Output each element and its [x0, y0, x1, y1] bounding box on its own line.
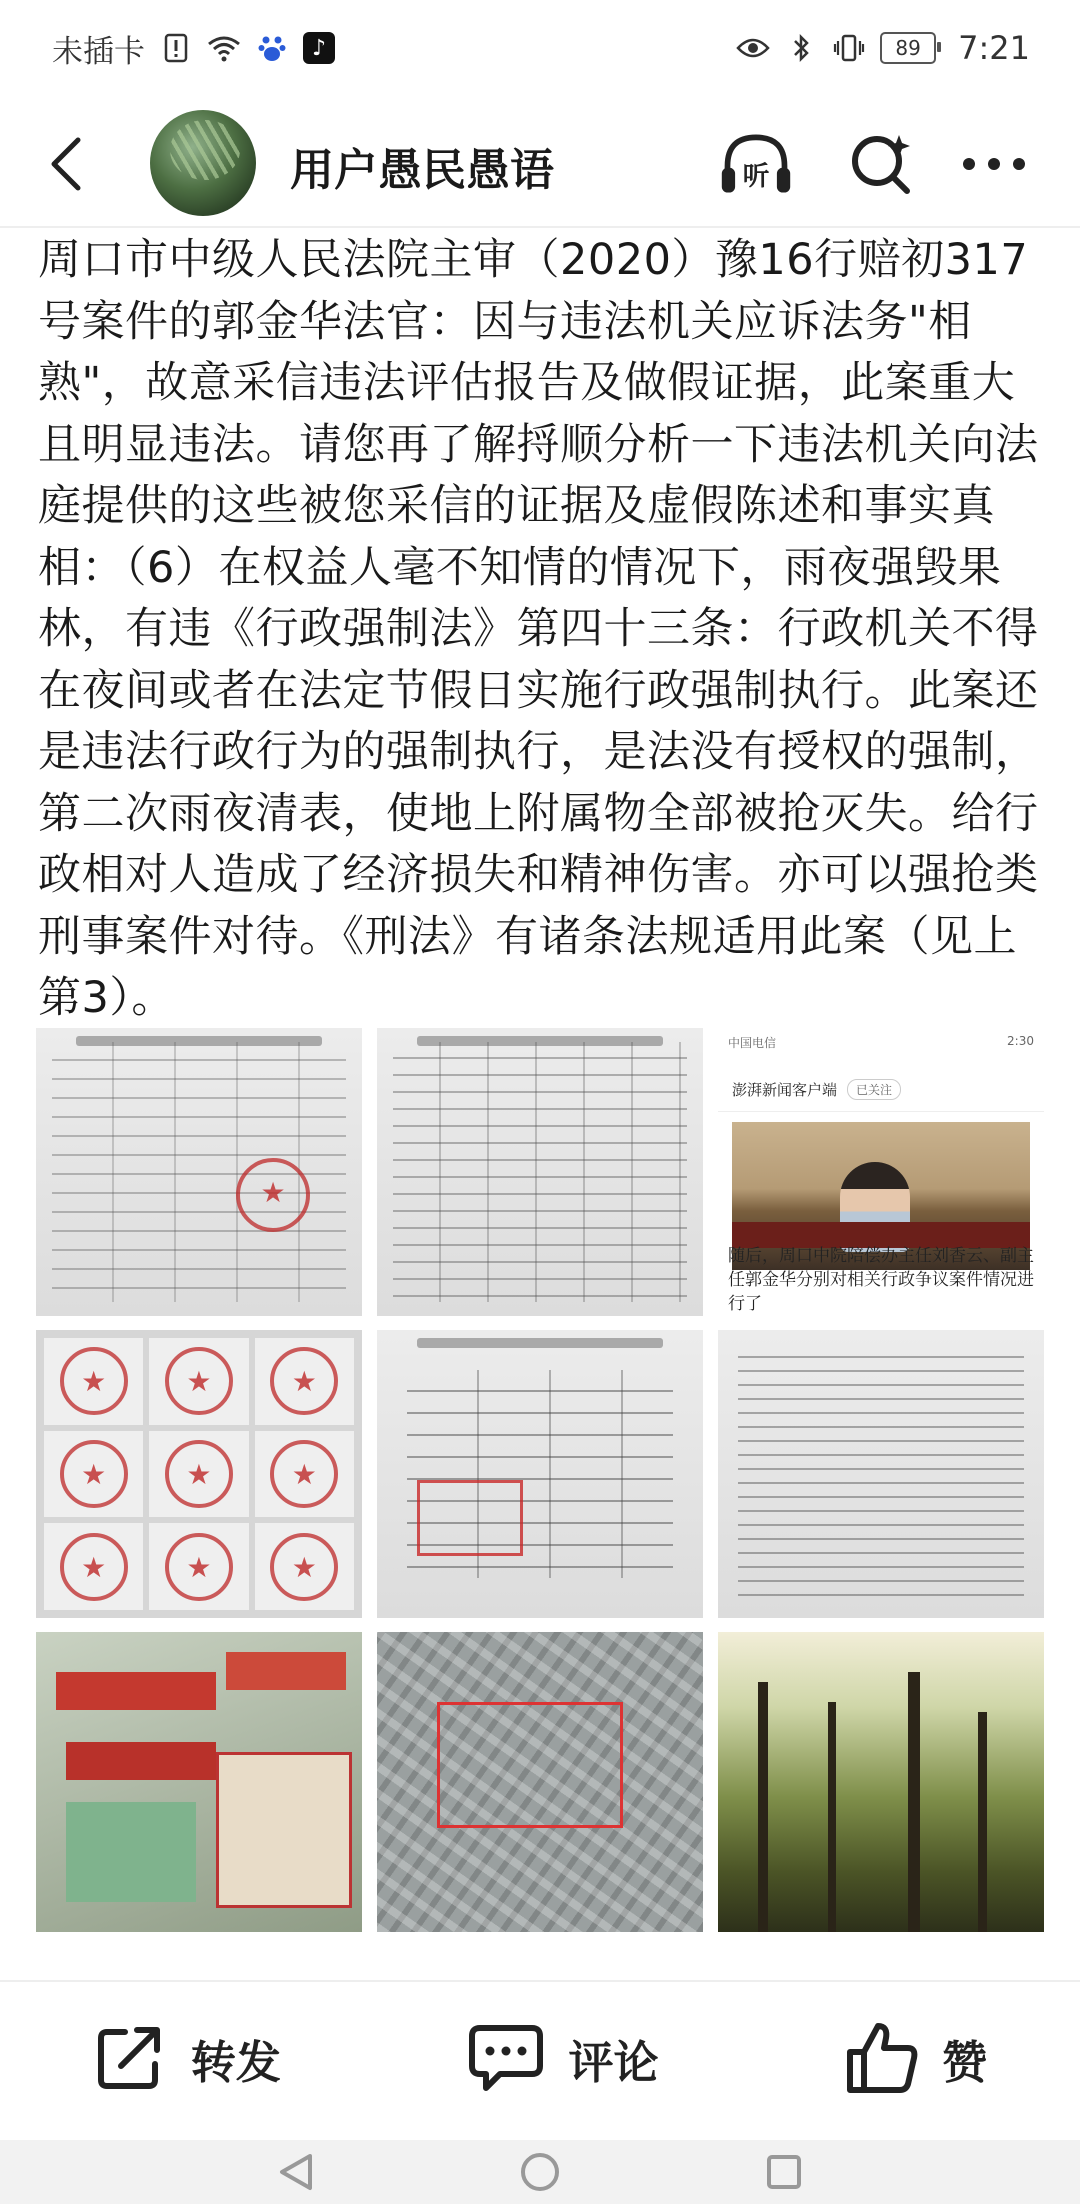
post-header — [0, 96, 1080, 228]
image-document-survey[interactable] — [36, 1028, 362, 1316]
back-button[interactable] — [36, 134, 96, 194]
like-button[interactable] — [844, 2020, 987, 2096]
post-content: 周口市中级人民法院主审（2020）豫16行赔初317号案件的郭金华法官：因与违法机关应诉法务"相熟"，故意采信违法评估报告及做假证据，此案重大且明显违法。请您再了解捋顺分析一下违法机关向法庭提供的这些被您采信的证据及虚假陈述和事实真相：（6）在权益人毫不知情的情况下，雨夜强毁果林，有违《行政强制法》第四十三条：行政机关不得在夜间或者在法定节假日实施行政强制执行。此案还是违法行政行为的强制执行，是法没有授权的强制，第二次雨夜清表，使地上附属物全部被抢灭失。给行政相对人造成了经济损失和精神伤害。亦可以强抢类刑事案件对待。《刑法》有诸条法规适用此案（见上第3）。 — [38, 235, 1039, 1023]
red-seal-stamp — [236, 1158, 310, 1232]
image-grid — [36, 1028, 1044, 1932]
share-icon — [93, 2022, 169, 2094]
nav-home-icon[interactable] — [518, 2150, 562, 2194]
sim-alert-icon — [159, 31, 193, 65]
news-statusbar — [718, 1028, 1044, 1058]
bluetooth-icon — [784, 31, 818, 65]
image-seal-collection[interactable] — [36, 1330, 362, 1618]
news-app-name: 澎湃新闻客户端 — [732, 1081, 838, 1099]
listen-button[interactable] — [718, 126, 794, 202]
news-time: 2:30 — [1007, 1034, 1034, 1048]
carrier-text: 未插卡 — [52, 33, 145, 70]
status-left — [52, 26, 335, 71]
battery-indicator: 89 — [880, 32, 936, 64]
like-label: 赞 — [942, 2035, 988, 2089]
user-avatar[interactable] — [150, 110, 256, 216]
status-bar — [0, 0, 1080, 96]
red-marked-box — [417, 1480, 523, 1556]
image-land-use-document[interactable] — [377, 1330, 703, 1618]
vibrate-icon — [832, 31, 866, 65]
more-dots-icon — [959, 154, 1029, 174]
news-carrier: 中国电信 — [728, 1036, 777, 1050]
image-satellite-map[interactable] — [377, 1632, 703, 1932]
tiktok-icon: ♪ — [303, 32, 335, 64]
action-bar — [0, 1980, 1080, 2134]
comment-icon — [466, 2022, 546, 2094]
comment-label: 评论 — [568, 2035, 659, 2089]
more-button[interactable] — [956, 126, 1032, 202]
clock-time: 7:21 — [958, 29, 1030, 67]
image-text-document[interactable] — [718, 1330, 1044, 1618]
system-nav-bar — [0, 2140, 1080, 2204]
share-label: 转发 — [190, 2035, 281, 2089]
news-app-header — [718, 1068, 1044, 1112]
headphones-listen-icon — [718, 128, 794, 200]
wifi-icon — [207, 31, 241, 65]
search-sparkle-icon — [847, 129, 917, 199]
thumbs-up-icon — [844, 2020, 920, 2096]
nav-back-icon[interactable] — [274, 2150, 318, 2194]
search-button[interactable] — [844, 126, 920, 202]
nav-recents-icon[interactable] — [762, 2150, 806, 2194]
news-caption: 随后，周口中院陪偿办主任刘香云、副主任郭金华分别对相关行政争议案件情况进行了 — [728, 1246, 1034, 1314]
status-right — [736, 29, 1030, 67]
baidu-paw-icon — [255, 31, 289, 65]
username[interactable]: 用户愚民愚语 — [290, 145, 554, 196]
red-boundary-outline — [437, 1702, 623, 1828]
comment-button[interactable] — [466, 2022, 658, 2094]
image-document-assessment-form[interactable] — [377, 1028, 703, 1316]
share-button[interactable] — [93, 2022, 281, 2094]
image-banners-certificates[interactable] — [36, 1632, 362, 1932]
eye-icon — [736, 31, 770, 65]
image-news-screenshot[interactable] — [718, 1028, 1044, 1316]
image-forest[interactable] — [718, 1632, 1044, 1932]
listen-label: 听 — [742, 160, 770, 192]
back-arrow-icon — [48, 136, 84, 192]
news-follow-badge: 已关注 — [847, 1079, 901, 1100]
